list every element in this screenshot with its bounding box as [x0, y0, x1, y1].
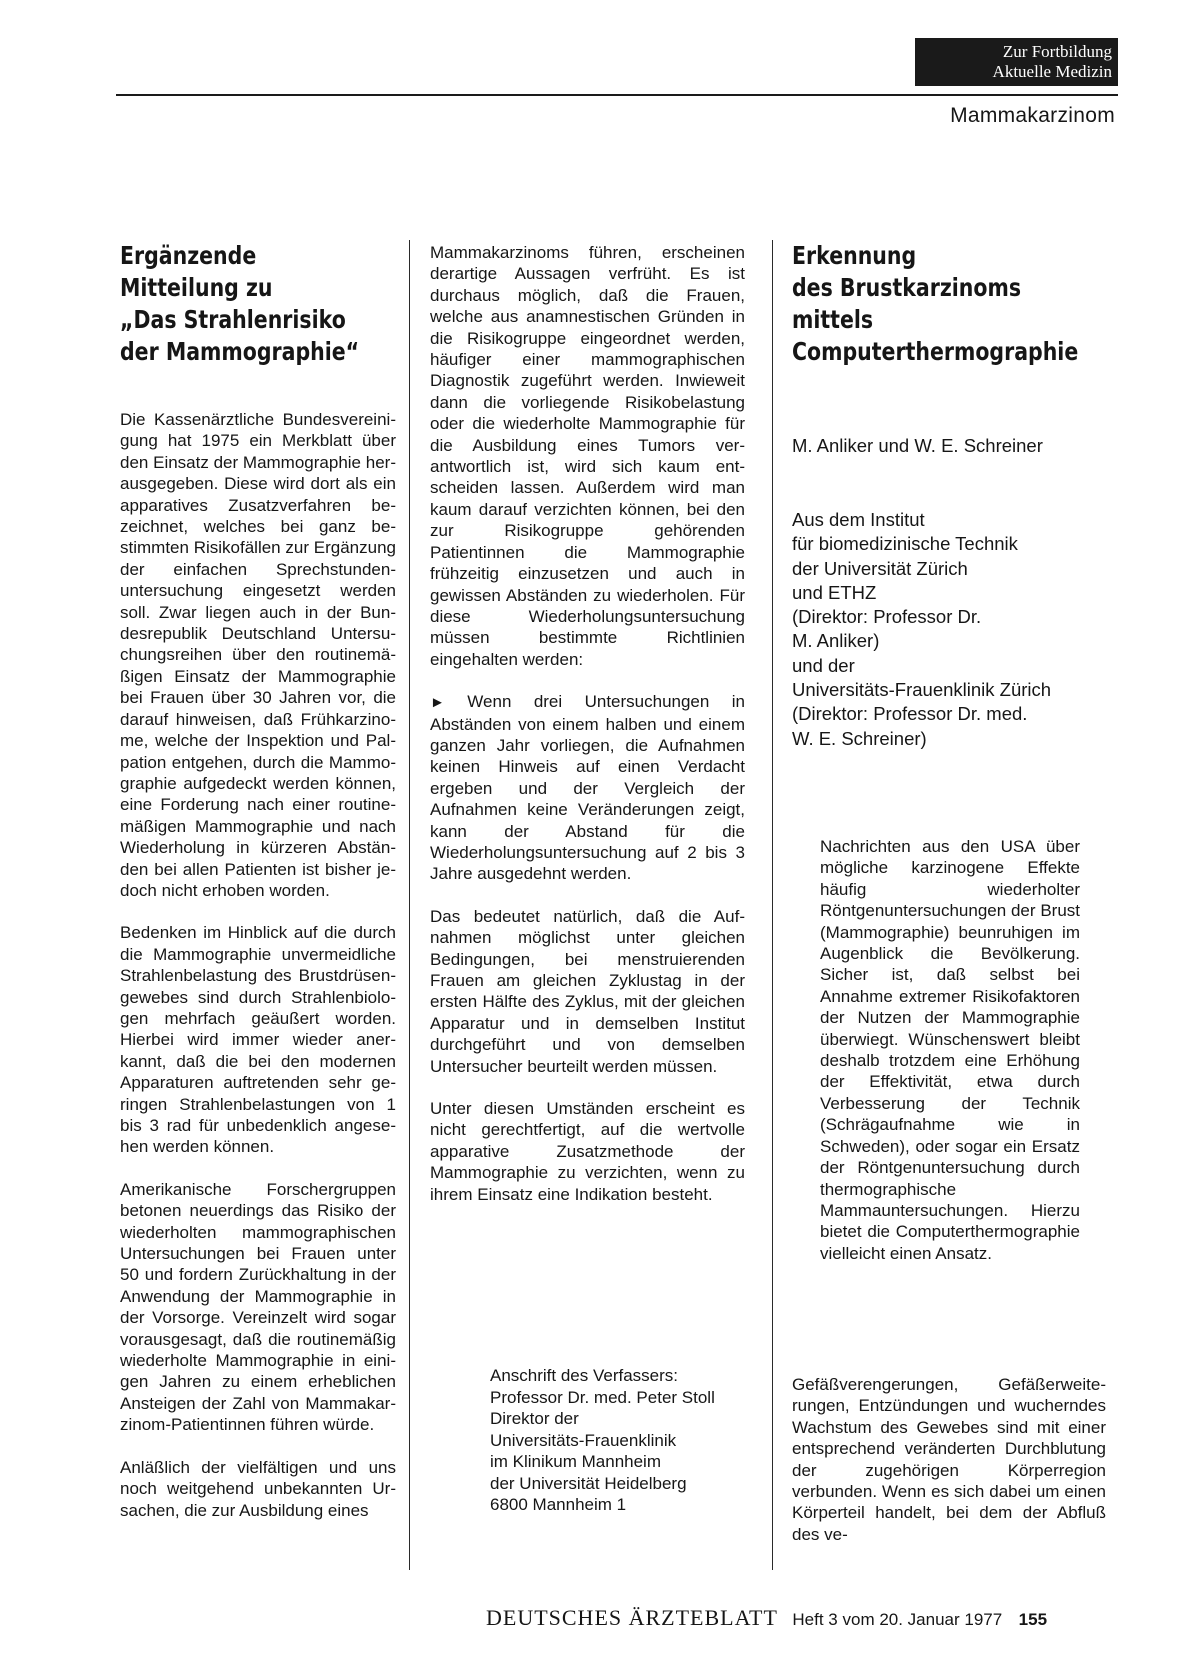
- page-footer: [486, 1605, 1047, 1631]
- affiliation-line: und der: [792, 654, 855, 676]
- header-rule: [116, 94, 1118, 96]
- article2-abstract: [820, 836, 1080, 1264]
- article2-title-line: des Brustkarzinoms: [792, 273, 1022, 302]
- address-line: Universitäts-Frauenklinik: [490, 1430, 677, 1450]
- article1-title-line: der Mammographie“: [120, 337, 360, 366]
- paragraph: Die Kassenärztliche Bundesvereinigung hat 1975 ein Merkblatt über den Einsatz der Mammographie herausgegeben. Diese wird dort als ein apparatives Zusatzverfahren bezeichnet, welches bei ganz bestimmten Risikofällen zur Ergänzung der einfachen Sprechstundenuntersuchung eingesetzt werden soll. Zwar liegen auch in der Bundesrepublik Deutschland Untersuchungsreihen über den routinemäßigen Einsatz der Mammographie bei Frauen über 30 Jahren vor, die darauf hinweisen, daß Frühkarzinome, welche der Inspektion und Palpation entgehen, durch die Mammographie aufgedeckt werden können, eine Forderung nach einer routinemäßigen Mammographie und nach Wiederholung in kürzeren Abständen bei allen Patienten ist bisher jedoch nicht erhoben worden.: [120, 410, 396, 900]
- affiliation-line: für biomedizinische Technik: [792, 533, 1018, 555]
- abstract-text: Nachrichten aus den USA über mögliche karzinogene Effekte häufig wiederholter Röntgenuntersuchungen der Brust (Mammographie) beunruhigen im Augenblick die Bevölkerung. Sicher ist, daß selbst bei Annahme extremer Risikofaktoren der Nutzen der Mammographie überwiegt. Wünschenswert bleibt deshalb trotzdem eine Erhöhung der Effektivität, etwa durch Verbesserung der Technik (Schrägaufnahme wie in Schweden), oder sogar ein Ersatz der Röntgenuntersuchung durch thermographische Mammauntersuchungen. Hierzu bietet die Computerthermographie vielleicht einen Ansatz.: [820, 837, 1080, 1263]
- paragraph: Amerikanische Forschergruppen betonen neuerdings das Risiko der wiederholten mammographischen Untersuchungen bei Frauen unter 50 und fordern Zurückhaltung in der Anwendung der Mammographie in der Vorsorge. Vereinzelt wird sogar vorausgesagt, daß die routinemäßig wiederholte Mammographie in einigen Jahren zu einem erheblichen Ansteigen der Zahl von Mammakarzinom-Patientinnen führen würde.: [120, 1179, 396, 1435]
- address-line: Professor Dr. med. Peter Stoll: [490, 1387, 715, 1407]
- section-label: Mammakarzinom: [950, 104, 1115, 127]
- paragraph: Unter diesen Umständen erscheint es nicht gerechtfertigt, auf die wertvolle apparative Zusatzmethode der Mammographie zu verzichten, wenn zu ihrem Einsatz eine Indikation besteht.: [430, 1099, 745, 1204]
- article1-title-line: Mitteilung zu: [120, 273, 273, 302]
- bullet-paragraph: [430, 691, 745, 885]
- article2-body: [792, 1374, 1106, 1545]
- affiliation-line: (Direktor: Professor Dr.: [792, 606, 982, 628]
- article1-title-line: „Das Strahlenrisiko: [120, 305, 346, 334]
- triangle-bullet-icon: ►: [430, 694, 445, 712]
- affiliation-line: M. Anliker): [792, 630, 880, 652]
- article2-affiliation: [792, 508, 1051, 751]
- affiliation-line: Aus dem Institut: [792, 509, 925, 530]
- badge-line-1: Zur Fortbildung: [1002, 42, 1112, 61]
- paragraph: Mammakarzinoms führen, erscheinen derartige Aussagen verfrüht. Es ist durchaus möglich, daß die Frauen, welche aus anamnestischen Gründen in die Risikogruppe eingeordnet werden, häufiger einer mammographischen Diagnostik zugeführt werden. Inwieweit dann die vorliegende Risikobelastung oder die wiederholte Mammographie für die Ausbildung eines Tumors verantwortlich ist, wird sich kaum entscheiden lassen. Außerdem wird man kaum darauf verzichten können, bei den zur Risikogruppe gehörenden Patientinnen die Mammographie frühzeitig einzusetzen und auch in gewissen Abständen zu wiederholen. Für diese Wiederholungsuntersuchung müssen bestimmte Richtlinien eingehalten werden:: [430, 243, 745, 669]
- bullet-text: Wenn drei Untersuchungen in Abständen von einem halben und einem ganzen Jahr vorliegen, die Aufnahmen keinen Hinweis auf einen Verdacht ergeben und der Vergleich der Aufnahmen keine Veränderungen zeigt, kann der Abstand für die Wiederholungsuntersuchung auf 2 bis 3 Jahre ausgedehnt werden.: [430, 692, 745, 884]
- column-divider-left: [409, 240, 410, 1570]
- article2-title-line: Erkennung: [792, 241, 917, 270]
- address-line: der Universität Heidelberg: [490, 1473, 687, 1493]
- paragraph: Bedenken im Hinblick auf die durch die Mammographie unvermeidliche Strahlenbelastung des Brustdrüsengewebes sind durch Strahlenbiologen mehrfach geäußert worden. Hierbei wird immer wieder anerkannt, daß die bei den modernen Apparaturen auftretenden sehr geringen Strahlenbelastungen von 1 bis 3 rad für unbedenklich angesehen werden können.: [120, 923, 396, 1157]
- journal-name: DEUTSCHES ÄRZTEBLATT: [486, 1605, 778, 1630]
- affiliation-line: (Direktor: Professor Dr. med.: [792, 703, 1028, 725]
- affiliation-line: Universitäts-Frauenklinik Zürich: [792, 679, 1052, 701]
- authors-line: M. Anliker und W. E. Schreiner: [792, 435, 1043, 456]
- article2-title-line: mittels: [792, 305, 874, 334]
- badge-line-2: Aktuelle Medizin: [992, 62, 1112, 81]
- article2-authors: [792, 434, 1043, 458]
- address-line: Anschrift des Verfassers:: [490, 1366, 679, 1385]
- paragraph: Anläßlich der vielfältigen und uns noch weitgehend unbekannten Ursachen, die zur Ausbildung eines: [120, 1457, 396, 1520]
- affiliation-line: der Universität Zürich: [792, 557, 968, 579]
- page-number: 155: [1018, 1610, 1048, 1629]
- issue-info: Heft 3 vom 20. Januar 1977: [792, 1610, 1003, 1629]
- section-badge: [915, 38, 1118, 86]
- article1-title: [120, 240, 359, 368]
- article1-column-1: [120, 409, 396, 1521]
- author-address: [490, 1365, 715, 1516]
- article1-column-2: [430, 242, 745, 1205]
- column-divider-right: [772, 240, 773, 1570]
- affiliation-line: und ETHZ: [792, 581, 877, 603]
- paragraph: Gefäßverengerungen, Gefäßerweiterungen, Entzündungen und wucherndes Wachstum des Gewebes sind mit einer entsprechend veränderten Durchblutung der zugehörigen Körperregion verbunden. Wenn es sich dabei um einen Körperteil handelt, bei dem der Abfluß des ve-: [792, 1375, 1106, 1544]
- address-line: im Klinikum Mannheim: [490, 1452, 661, 1471]
- affiliation-line: W. E. Schreiner): [792, 727, 927, 749]
- address-line: 6800 Mannheim 1: [490, 1495, 627, 1514]
- article2-title: [792, 240, 1078, 368]
- address-line: Direktor der: [490, 1409, 579, 1428]
- article1-title-line: Ergänzende: [120, 241, 257, 270]
- article2-title-line: Computerthermographie: [792, 337, 1079, 366]
- paragraph: Das bedeutet natürlich, daß die Aufnahmen möglichst unter gleichen Bedingungen, bei menstruierenden Frauen am gleichen Zyklustag in der ersten Hälfte des Zyklus, mit der gleichen Apparatur und in demselben Institut durchgeführt und von demselben Untersucher beurteilt werden müssen.: [430, 906, 745, 1076]
